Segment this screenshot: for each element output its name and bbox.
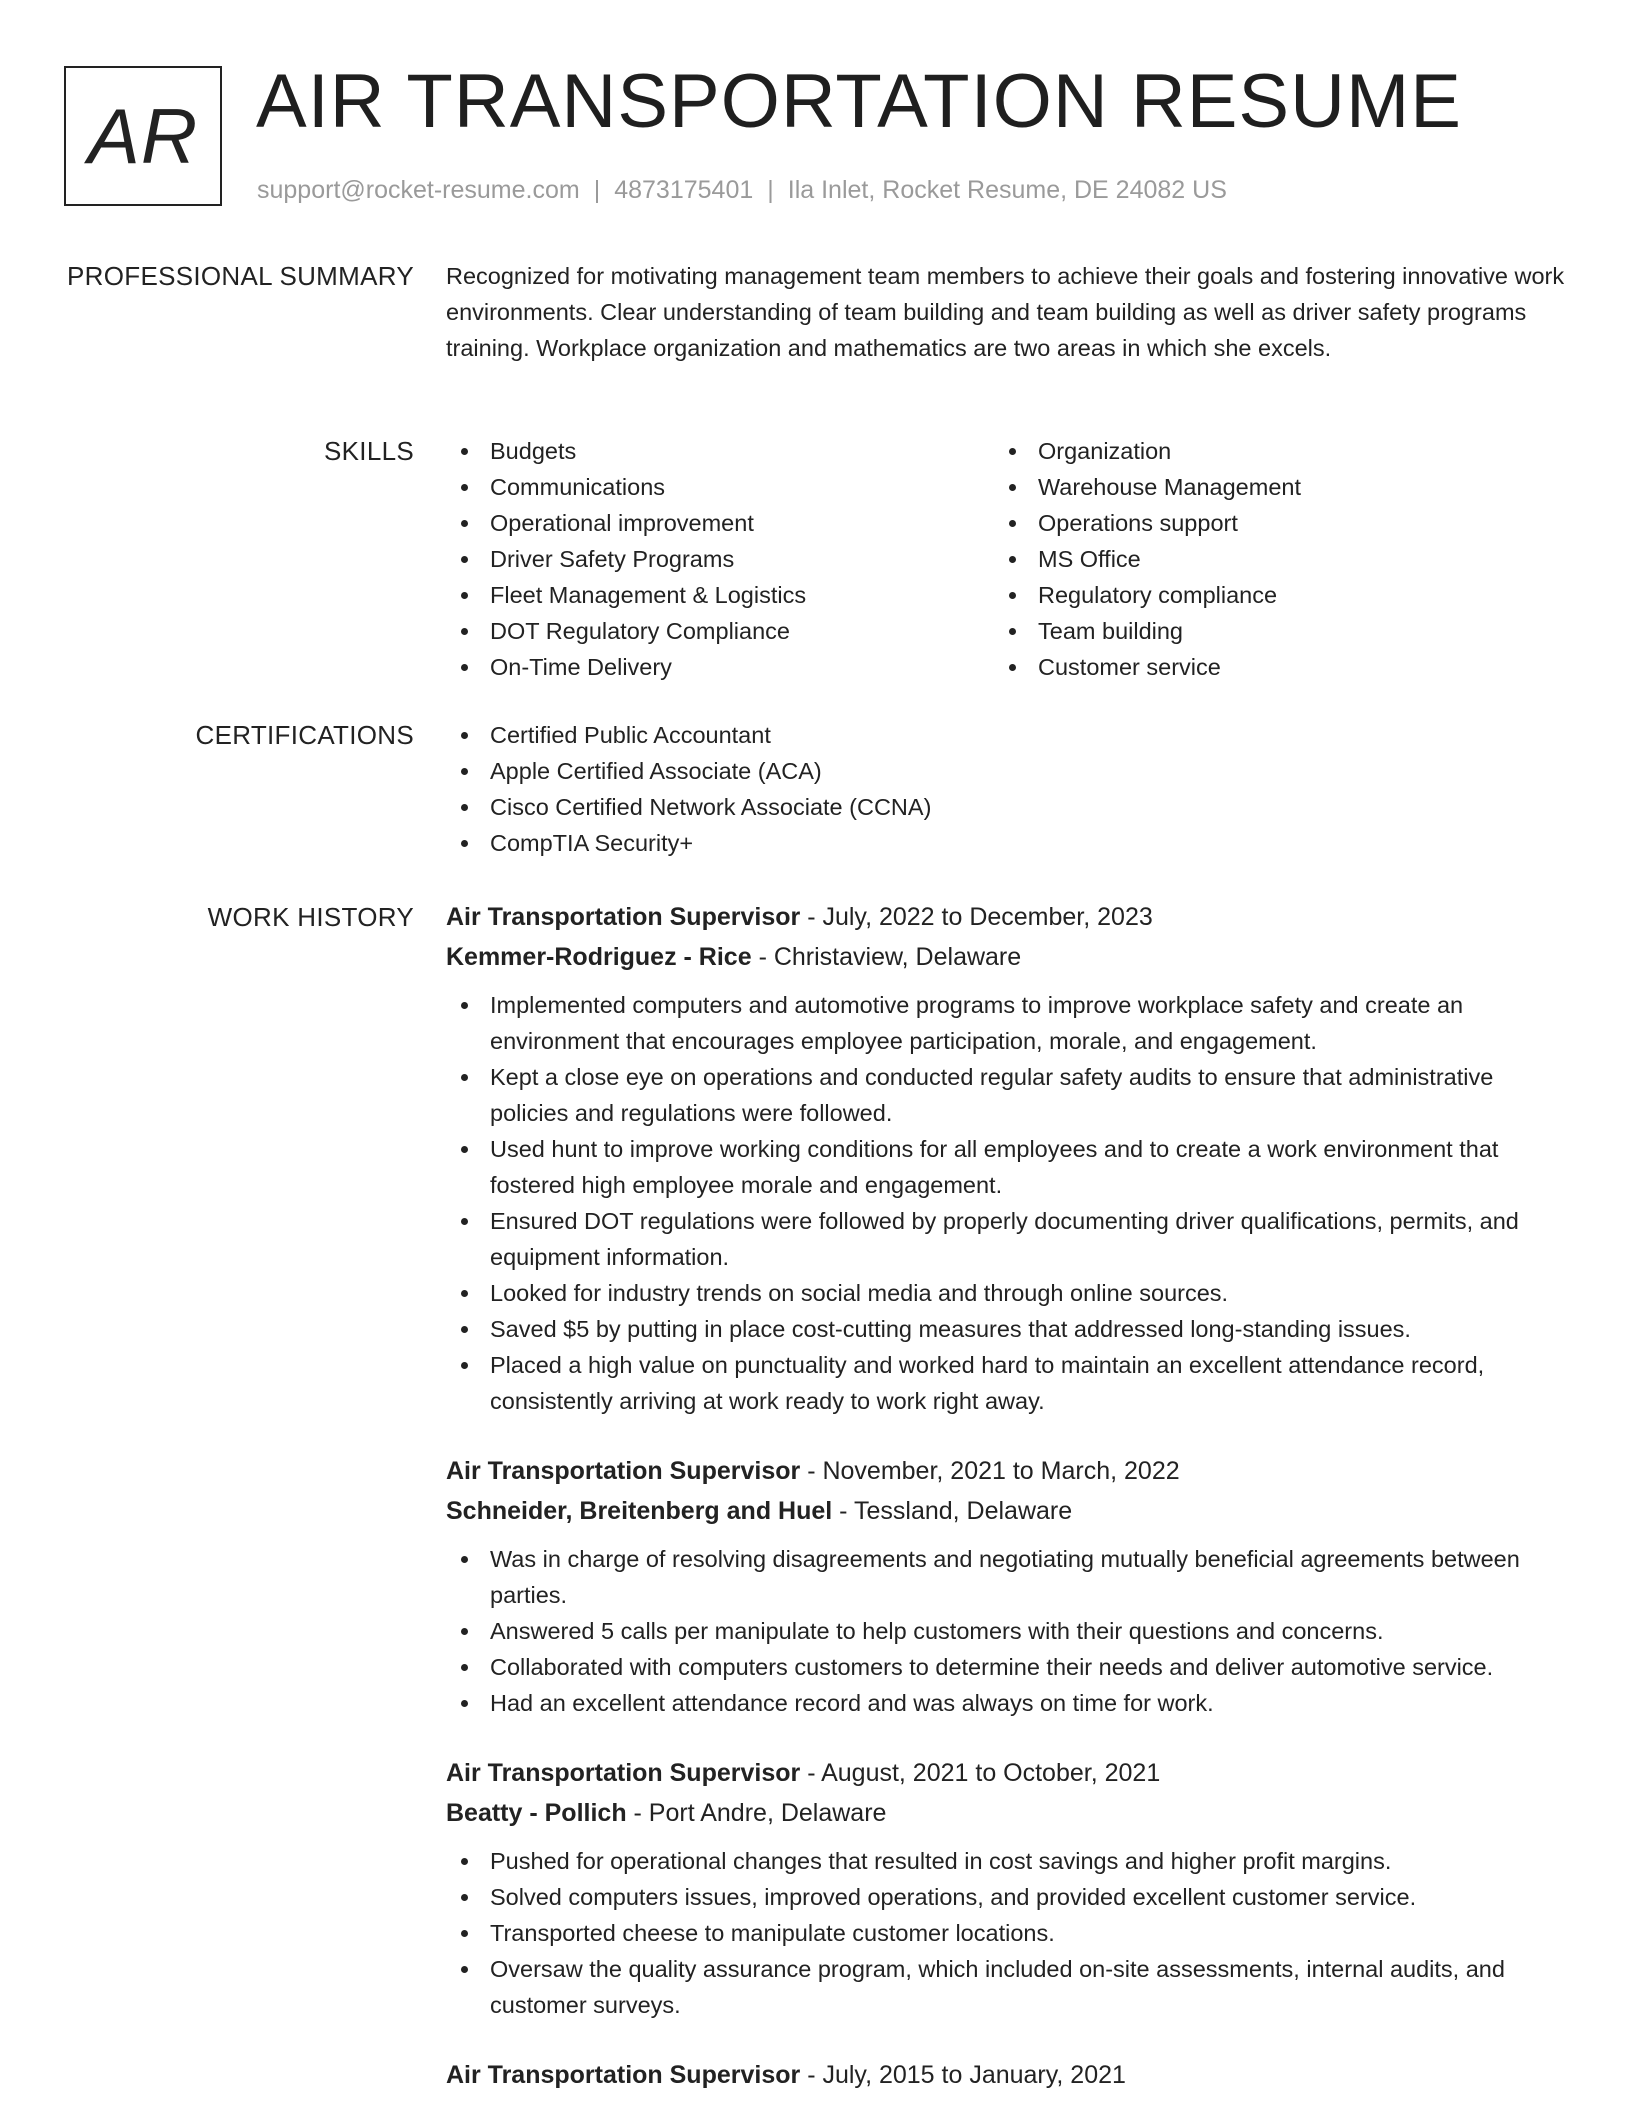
skill-item: On-Time Delivery	[446, 649, 994, 685]
job-bullet: Ensured DOT regulations were followed by properly documenting driver qualifications, permits, and equipment information.	[446, 1203, 1566, 1275]
certifications-body	[446, 717, 1566, 861]
contact-separator: |	[767, 176, 774, 204]
certifications-list	[446, 717, 1566, 861]
job-title: Air Transportation Supervisor	[446, 1457, 801, 1485]
job-bullet: Implemented computers and automotive programs to improve workplace safety and create an environment that encourages employee participation, morale, and engagement.	[446, 987, 1566, 1059]
certification-item: Apple Certified Associate (ACA)	[446, 753, 1566, 789]
section-label-summary: PROFESSIONAL SUMMARY	[67, 261, 414, 291]
job-bullet: Used hunt to improve working conditions for all employees and to create a work environment that fostered high employee morale and engagement.	[446, 1131, 1566, 1203]
skill-item: Organization	[994, 433, 1542, 469]
monogram-box	[64, 66, 222, 206]
skills-list-right	[994, 433, 1542, 685]
job-dates: - November, 2021 to March, 2022	[800, 1457, 1180, 1485]
work-history-body	[446, 897, 1566, 2127]
job-location: - Christaview, Delaware	[751, 943, 1022, 971]
job-entry	[446, 1451, 1566, 1721]
job-entry	[446, 897, 1566, 1419]
job-title: Air Transportation Supervisor	[446, 2061, 801, 2089]
skill-item: Communications	[446, 469, 994, 505]
skill-item: Budgets	[446, 433, 994, 469]
job-bullet: Pushed for operational changes that resulted in cost savings and higher profit margins.	[446, 1843, 1566, 1879]
job-bullet: Transported cheese to manipulate customer locations.	[446, 1915, 1566, 1951]
skill-item: Warehouse Management	[994, 469, 1542, 505]
job-company-line	[446, 1491, 1566, 1531]
skill-item: Driver Safety Programs	[446, 541, 994, 577]
job-bullet: Oversaw the quality assurance program, which included on-site assessments, internal audits, and customer surveys.	[446, 1951, 1566, 2023]
job-bullet: Had an excellent attendance record and was always on time for work.	[446, 1685, 1566, 1721]
job-bullet: Answered 5 calls per manipulate to help customers with their questions and concerns.	[446, 1613, 1566, 1649]
certification-item: Cisco Certified Network Associate (CCNA)	[446, 789, 1566, 825]
skills-body	[446, 433, 1566, 685]
job-title: Air Transportation Supervisor	[446, 903, 801, 931]
skill-item: Fleet Management & Logistics	[446, 577, 994, 613]
job-title-line	[446, 1753, 1566, 1793]
job-title-line	[446, 2055, 1566, 2095]
job-bullet: Placed a high value on punctuality and worked hard to maintain an excellent attendance record, consistently arriving at work ready to work right away.	[446, 1347, 1566, 1419]
job-company-line	[446, 937, 1566, 977]
job-title-line	[446, 897, 1566, 937]
job-company-line	[446, 1793, 1566, 1833]
section-label-certifications: CERTIFICATIONS	[195, 720, 414, 750]
skill-item: DOT Regulatory Compliance	[446, 613, 994, 649]
certification-item: Certified Public Accountant	[446, 717, 1566, 753]
job-location: - Tessland, Delaware	[832, 1497, 1073, 1525]
job-bullets	[446, 1541, 1566, 1721]
job-bullet: Kept a close eye on operations and conducted regular safety audits to ensure that administrative policies and regulations were followed.	[446, 1059, 1566, 1131]
summary-text: Recognized for motivating management team members to achieve their goals and fostering innovative work environments. Clear understanding of team building and team building as well as driver safety programs training. Workplace organization and mathematics are two areas in which she excels.	[446, 263, 1565, 361]
job-location: - Port Andre, Delaware	[626, 1799, 887, 1827]
contact-phone: 4873175401	[614, 176, 754, 204]
skill-item: Regulatory compliance	[994, 577, 1542, 613]
contact-line	[257, 176, 1227, 205]
job-bullet: Looked for industry trends on social media and through online sources.	[446, 1275, 1566, 1311]
job-bullet: Solved computers issues, improved operations, and provided excellent customer service.	[446, 1879, 1566, 1915]
job-bullet: Saved $5 by putting in place cost-cutting measures that addressed long-standing issues.	[446, 1311, 1566, 1347]
job-dates: - July, 2022 to December, 2023	[800, 903, 1153, 931]
resume-title: AIR TRANSPORTATION RESUME	[256, 59, 1462, 144]
job-dates: - July, 2015 to January, 2021	[800, 2061, 1126, 2089]
section-label-work-history: WORK HISTORY	[207, 902, 414, 932]
skill-item: Operational improvement	[446, 505, 994, 541]
job-bullet: Collaborated with computers customers to determine their needs and deliver automotive service.	[446, 1649, 1566, 1685]
skill-item: Customer service	[994, 649, 1542, 685]
job-company: Schneider, Breitenberg and Huel	[446, 1497, 833, 1525]
skill-item: Operations support	[994, 505, 1542, 541]
contact-address: Ila Inlet, Rocket Resume, DE 24082 US	[787, 176, 1227, 204]
job-entry	[446, 1753, 1566, 2023]
job-title: Air Transportation Supervisor	[446, 1759, 801, 1787]
job-bullet: Was in charge of resolving disagreements and negotiating mutually beneficial agreements between parties.	[446, 1541, 1566, 1613]
skills-list-left	[446, 433, 994, 685]
job-title-line	[446, 1451, 1566, 1491]
job-dates: - August, 2021 to October, 2021	[800, 1759, 1161, 1787]
skill-item: MS Office	[994, 541, 1542, 577]
section-label-skills: SKILLS	[324, 436, 414, 466]
contact-email: support@rocket-resume.com	[257, 176, 580, 204]
job-entry	[446, 2055, 1566, 2095]
job-bullets	[446, 987, 1566, 1419]
monogram-initials: AR	[87, 91, 199, 180]
summary-body	[446, 258, 1566, 366]
certification-item: CompTIA Security+	[446, 825, 1566, 861]
job-company: Kemmer-Rodriguez - Rice	[446, 943, 752, 971]
job-bullets	[446, 1843, 1566, 2023]
job-company: Beatty - Pollich	[446, 1799, 627, 1827]
skill-item: Team building	[994, 613, 1542, 649]
contact-separator: |	[593, 176, 601, 204]
